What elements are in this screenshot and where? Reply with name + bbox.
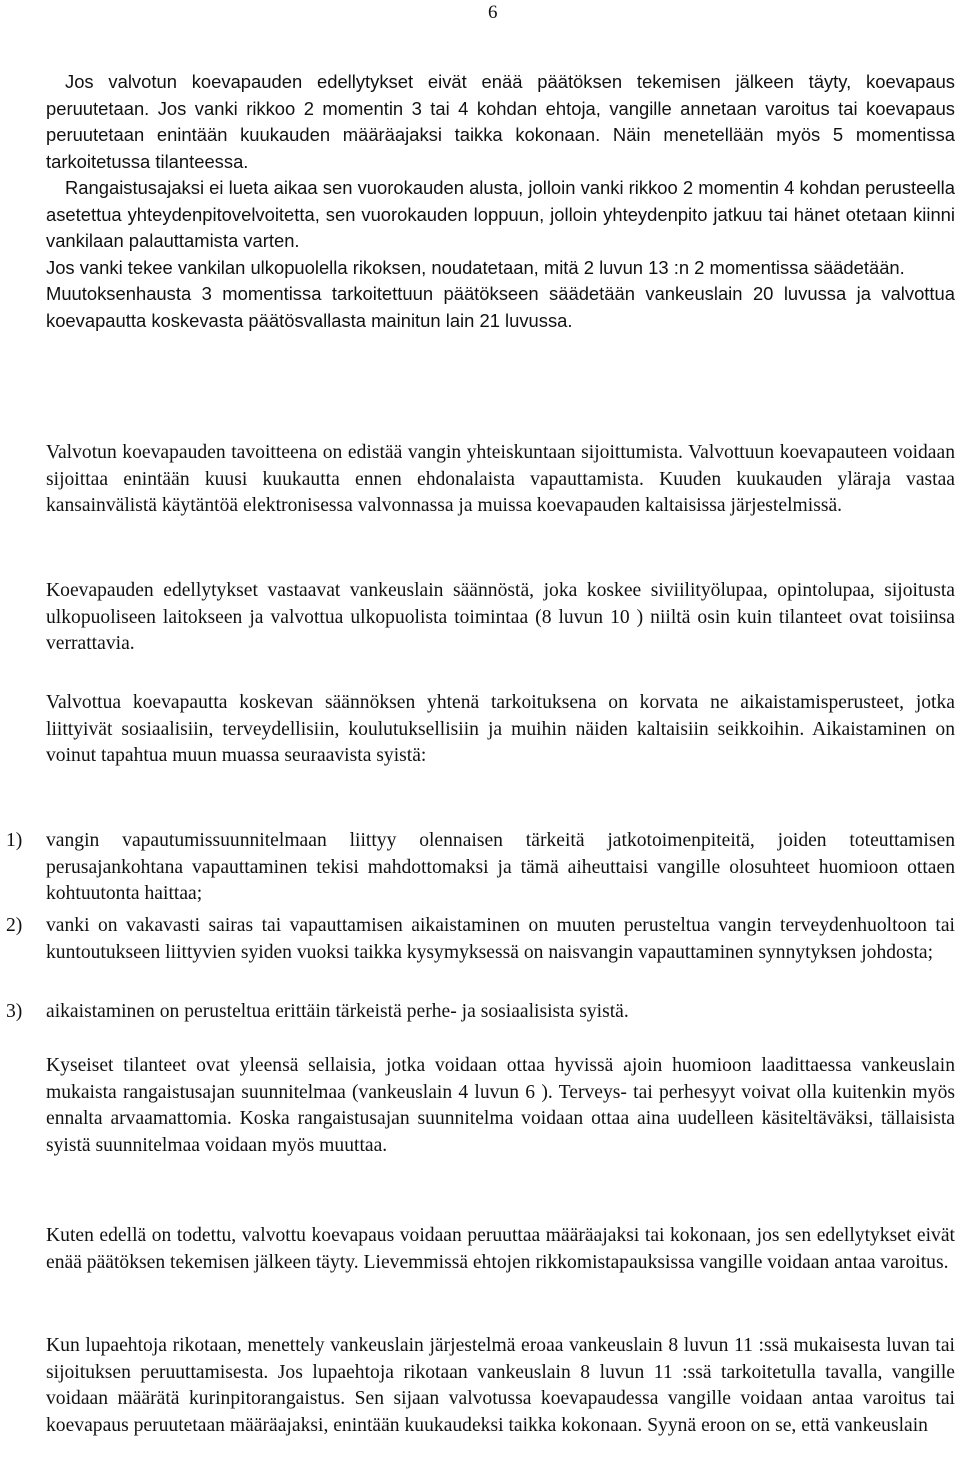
list-item-text: aikaistaminen on perusteltua erittäin tärkeistä perhe- ja sosiaalisista syistä.: [46, 1001, 629, 1022]
paragraph-revocation-summary: Kuten edellä on todettu, valvottu koevapaus voidaan peruuttaa määräajaksi tai kokonaan, jos sen edellytykset eivät enää päätöksen tekemisen jälkeen täyty. Lievemmissä ehtojen rikkomistapauksissa vangille voidaan antaa varoitus.: [46, 1225, 955, 1273]
paragraph-permit-violation: Kun lupaehtoja rikotaan, menettely vankeuslain järjestelmä eroaa vankeuslain 8 luvun 11 :ssä mukaisesta luvan tai sijoituksen peruuttamisesta. Jos lupaehtoja rikotaan vankeuslain 8 luvun 11 :ssä tarkoitetulla tavalla, vangille voidaan määrätä kurinpitorangaistus. Sen sijaan valvotussa koevapaudessa vangille voidaan antaa varoitus tai koevapaus peruutetaan määräajaksi, enintään kuukaudeksi taikka kokonaan. Syynä eroon on se, että vankeuslain: [46, 1335, 955, 1436]
law-paragraph-crime: Jos vanki tekee vankilan ulkopuolella rikoksen, noudatetaan, mitä 2 luvun 13 :n 2 momentissa säädetään.: [46, 256, 905, 278]
paragraph-prerequisites: Koevapauden edellytykset vastaavat vankeuslain säännöstä, joka koskee siviilityölupaa, opintolupaa, sijoitusta ulkopuoliseen laitokseen ja valvottua ulkopuolista toimintaa (8 luvun 10 ) niiltä osin kuin tilanteet ovat toisiinsa verrattavia.: [46, 580, 955, 654]
list-item-text: vangin vapautumissuunnitelmaan liittyy olennaisen tärkeitä jatkotoimenpiteitä, joiden toteuttamisen perusajankohtana vapauttaminen tekisi mahdottomaksi ja tämä aiheuttaisi vangille olosuhteet huomioon ottaen kohtuutonta haittaa;: [46, 830, 955, 904]
law-paragraph-sentence-time: Rangaistusajaksi ei lueta aikaa sen vuorokauden alusta, jolloin vanki rikkoo 2 momentin 4 kohdan perusteella asetettua yhteydenpitovelvoitetta, sen vuorokauden loppuun, jolloin yhteydenpito jatkuu tai hänet otetaan kiinni vankilaan palauttamista varten.: [46, 177, 955, 251]
list-item-number: 1): [6, 830, 23, 851]
paragraph-objective: Valvotun koevapauden tavoitteena on edistää vangin yhteiskuntaan sijoittumista. Valvottuun koevapauteen voidaan sijoittaa enintään kuusi kuukautta ennen ehdonalaista vapauttamista. Kuuden kuukauden yläraja vastaa kansainvälistä käytäntöä elektronisessa valvonnassa ja muissa koevapauden kaltaisissa järjestelmissä.: [46, 442, 955, 516]
list-item-number: 3): [6, 1001, 23, 1022]
paragraph-purpose: Valvottua koevapautta koskevan säännöksen yhtenä tarkoituksena on korvata ne aikaistamisperusteet, jotka liittyivät sosiaalisiin, terveydellisiin, koulutuksellisiin ja muihin näiden kaltaisiin seikkoihin. Aikaistaminen on voinut tapahtua muun muassa seuraavista syistä:: [46, 692, 955, 766]
list-item-number: 2): [6, 915, 23, 936]
list-item-text: vanki on vakavasti sairas tai vapauttamisen aikaistaminen on muuten perusteltua vangin terveydenhuoltoon tai kuntoutukseen liittyvien syiden vuoksi taikka kysymyksessä on naisvangin vapauttaminen synnytyksen johdosta;: [46, 915, 955, 963]
paragraph-situations: Kyseiset tilanteet ovat yleensä sellaisia, jotka voidaan ottaa hyvissä ajoin huomioon laadittaessa vankeuslain mukaista rangaistusajan suunnitelmaa (vankeuslain 4 luvun 6 ). Terveys- tai perhesyyt voivat olla kuitenkin myös ennalta arvaamattomia. Koska rangaistusajan suunnitelma voidaan ottaa aina uudelleen käsiteltäväksi, tällaisista syistä suunnitelmaa voidaan myös muuttaa.: [46, 1055, 955, 1156]
law-paragraph-revocation: Jos valvotun koevapauden edellytykset eivät enää päätöksen tekemisen jälkeen täyty, koevapaus peruutetaan. Jos vanki rikkoo 2 momentin 3 tai 4 kohdan ehtoja, vangille annetaan varoitus tai koevapaus peruutetaan enintään kuukauden määräajaksi taikka kokonaan. Näin menetellään myös 5 momentissa tarkoitetussa tilanteessa.: [46, 71, 955, 172]
law-text-section: [46, 69, 955, 334]
law-paragraph-appeal: Muutoksenhausta 3 momentissa tarkoitettuun päätökseen säädetään vankeuslain 20 luvussa ja valvottua koevapautta koskevasta päätösvallasta mainitun lain 21 luvussa.: [46, 283, 955, 331]
page-number: 6: [488, 2, 498, 23]
